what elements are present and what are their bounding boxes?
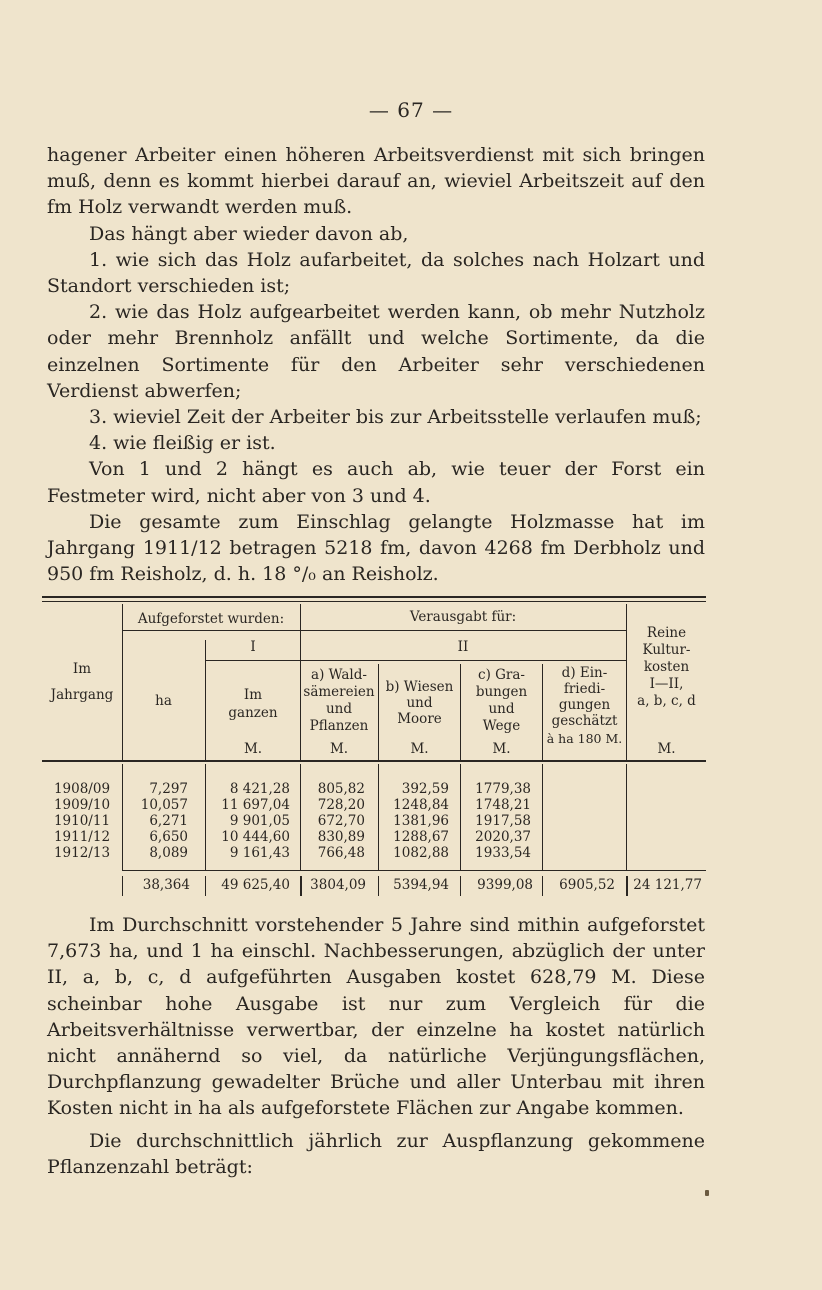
total-reine: 24 121,77	[633, 877, 702, 893]
header-col-a-1: a) Wald-	[311, 667, 367, 683]
page-number: — 67 —	[368, 98, 454, 122]
col-b-cell: 1248,84	[393, 797, 449, 813]
ganzen-cell: 9 161,43	[229, 845, 290, 861]
unit-label: M.	[657, 741, 676, 757]
total-col-a: 3804,09	[310, 877, 366, 893]
header-im: Im	[72, 661, 92, 677]
header-col-d-5: à ha 180 M.	[546, 731, 623, 746]
header-reine-4: I—II,	[649, 676, 684, 692]
ha-cell: 6,650	[149, 829, 188, 845]
header-reine-2: Kultur-	[642, 642, 691, 658]
col-c-cell: 2020,37	[475, 829, 531, 845]
year-cell: 1909/10	[53, 797, 111, 813]
header-ha: ha	[155, 693, 172, 709]
col-a-cell: 766,48	[317, 845, 365, 861]
ganzen-cell: 11 697,04	[221, 797, 290, 813]
year-cell: 1910/11	[53, 813, 111, 829]
year-cell: 1912/13	[53, 845, 111, 861]
col-c-cell: 1917,58	[475, 813, 531, 829]
total-ha: 38,364	[142, 877, 190, 893]
header-jahrgang: Jahrgang	[50, 687, 114, 703]
col-b-cell: 1288,67	[393, 829, 449, 845]
header-im-ganzen-2: ganzen	[228, 705, 278, 721]
cost-table	[42, 596, 706, 904]
header-verausgabt: Verausgabt für:	[409, 609, 517, 625]
ganzen-cell: 10 444,60	[221, 829, 290, 845]
header-aufgeforstet: Aufgeforstet wurden:	[137, 611, 285, 627]
header-col-b-2: und	[406, 695, 433, 711]
header-col-d-3: gungen	[558, 697, 611, 713]
col-b-cell: 1082,88	[393, 845, 449, 861]
header-col-d-4: geschätzt	[551, 713, 618, 729]
unit-label: M.	[329, 741, 349, 757]
total-ganzen: 49 625,40	[221, 877, 290, 893]
paragraph: Die gesamte zum Einschlag gelangte Holzmasse hat im Jahrgang 1911/12 betragen 5218 fm, davon 4268 fm Derbholz und 950 fm Reisholz, d. h. 18 °/₀ an Reisholz.	[47, 510, 705, 586]
col-b-cell: 392,59	[401, 781, 449, 797]
list-item: 1. wie sich das Holz aufarbeitet, da solches nach Holzart und Standort verschieden ist;	[47, 248, 705, 298]
body-text-top	[47, 142, 705, 587]
paper-speck	[705, 1190, 709, 1196]
unit-label: M.	[243, 741, 263, 757]
col-a-cell: 728,20	[317, 797, 365, 813]
header-col-a-3: und	[325, 701, 353, 717]
header-col-d-2: friedi-	[563, 681, 606, 697]
col-c-cell: 1779,38	[475, 781, 531, 797]
header-reine-1: Reine	[646, 625, 687, 641]
header-roman-I: I	[250, 639, 256, 655]
unit-label: M.	[410, 741, 429, 757]
col-c-cell: 1933,54	[475, 845, 531, 861]
paragraph: Von 1 und 2 hängt es auch ab, wie teuer der Forst ein Festmeter wird, nicht aber von 3 und 4.	[47, 458, 705, 507]
header-col-d-1: d) Ein-	[561, 665, 608, 681]
ganzen-cell: 8 421,28	[229, 781, 290, 797]
header-col-b-1: b) Wiesen	[385, 679, 454, 695]
year-cell: 1908/09	[53, 781, 111, 797]
ha-cell: 7,297	[149, 781, 188, 797]
list-item: 3. wieviel Zeit der Arbeiter bis zur Arbeitsstelle verlaufen muß;	[89, 406, 702, 429]
paragraph: Die durchschnittlich jährlich zur Auspflanzung gekommene Pflanzenzahl beträgt:	[47, 1129, 705, 1178]
col-a-cell: 672,70	[317, 813, 365, 829]
col-a-cell: 830,89	[317, 829, 365, 845]
body-text-bottom	[47, 912, 705, 1180]
ha-cell: 8,089	[149, 845, 188, 861]
unit-label: M.	[492, 741, 511, 757]
year-cell: 1911/12	[53, 829, 111, 845]
header-col-c-3: und	[488, 701, 515, 717]
paragraph: Das hängt aber wieder davon ab,	[89, 222, 409, 245]
header-col-c-2: bungen	[475, 684, 528, 700]
ganzen-cell: 9 901,05	[229, 813, 290, 829]
col-b-cell: 1381,96	[393, 813, 449, 829]
header-roman-II: II	[457, 639, 469, 655]
list-item: 4. wie fleißig er ist.	[89, 432, 276, 455]
header-col-c-4: Wege	[482, 718, 521, 734]
header-col-b-3: Moore	[397, 711, 442, 727]
col-c-cell: 1748,21	[475, 797, 531, 813]
header-col-a-2: sämereien	[303, 684, 375, 700]
ha-cell: 10,057	[140, 797, 188, 813]
paragraph: hagener Arbeiter einen höheren Arbeitsverdienst mit sich bringen muß, denn es kommt hierbei darauf an, wieviel Arbeitszeit auf den fm Holz verwandt werden muß.	[47, 144, 705, 219]
col-a-cell: 805,82	[317, 781, 365, 797]
header-col-a-4: Pflanzen	[309, 718, 369, 734]
total-col-c: 9399,08	[477, 877, 533, 893]
paragraph: Im Durchschnitt vorstehender 5 Jahre sind mithin aufgeforstet 7,673 ha, und 1 ha einschl. Nachbesserungen, abzüglich der unter II, a, b, c, d aufgeführten Ausgaben kostet 628,79 M. Diese scheinbar hohe Ausgabe ist nur zum Vergleich für die Arbeitsverhältnisse verwertbar, der einzelne ha kostet natürlich nicht annähernd so viel, da natürliche Verjüngungsflächen, Durchpflanzung gewadelter Brüche und aller Unterbau mit ihren Kosten nicht in ha als aufgeforstete Flächen zur Angabe kommen.	[47, 914, 705, 1120]
header-im-ganzen-1: Im	[243, 687, 263, 703]
header-reine-5: a, b, c, d	[637, 693, 696, 709]
header-reine-3: kosten	[643, 659, 690, 675]
total-col-d: 6905,52	[559, 877, 615, 893]
total-col-b: 5394,94	[393, 877, 449, 893]
header-col-c-1: c) Gra-	[478, 667, 525, 683]
ha-cell: 6,271	[149, 813, 188, 829]
list-item: 2. wie das Holz aufgearbeitet werden kann, ob mehr Nutzholz oder mehr Brennholz anfällt und welche Sortimente, da die einzelnen Sortimente für den Arbeiter sehr verschiedenen Verdienst abwerfen;	[47, 301, 705, 402]
